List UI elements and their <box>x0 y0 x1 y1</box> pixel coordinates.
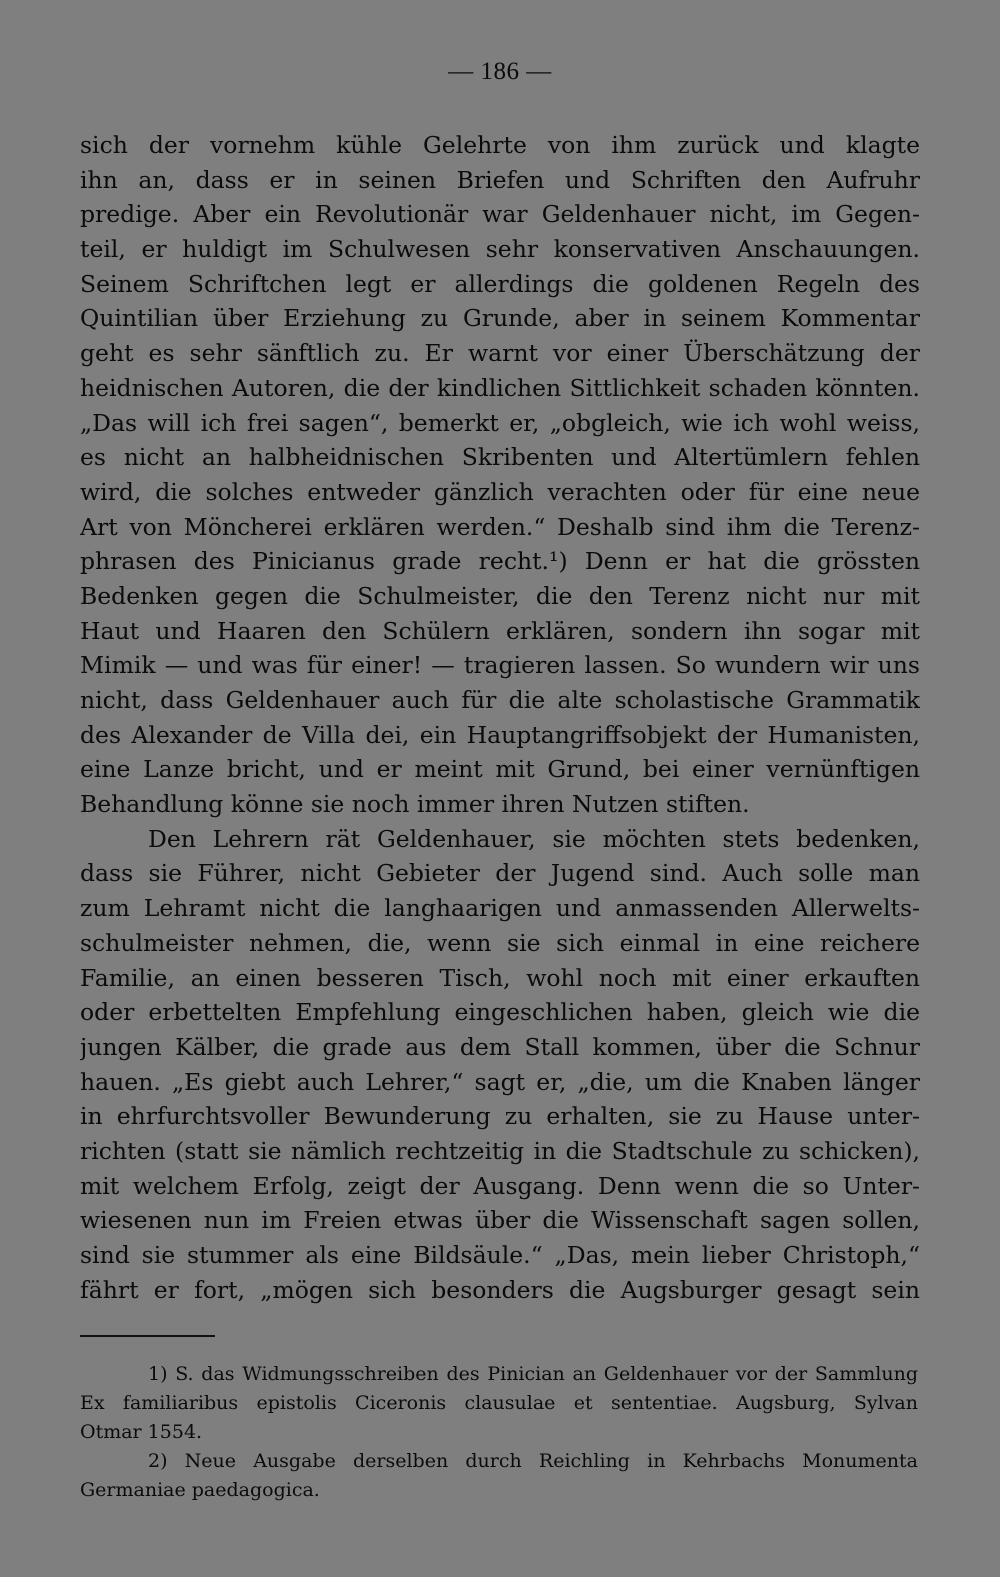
text-line: Bedenken gegen die Schulmeister, die den Terenz nicht nur mit <box>80 581 920 610</box>
text-line: eine Lanze bricht, und er meint mit Grund, bei einer vernünftigen <box>80 755 920 784</box>
text-line: phrasen des Pinicianus grade recht.¹) Denn er hat die grössten <box>80 547 920 576</box>
text-line: es nicht an halbheidnischen Skribenten und Altertümlern fehlen <box>80 443 920 472</box>
text-line: des Alexander de Villa dei, ein Hauptangriffsobjekt der Humanisten, <box>80 720 920 749</box>
footnote-line: 2) Neue Ausgabe derselben durch Reichling in Kehrbachs Monumenta <box>148 1450 918 1472</box>
text-line: schulmeister nehmen, die, wenn sie sich einmal in eine reichere <box>80 928 920 957</box>
text-line: hauen. „Es giebt auch Lehrer,“ sagt er, „die, um die Knaben länger <box>80 1067 920 1096</box>
text-line: Behandlung könne sie noch immer ihren Nutzen stiften. <box>80 790 750 819</box>
text-line: Art von Möncherei erklären werden.“ Deshalb sind ihm die Terenz- <box>80 512 920 541</box>
text-line: heidnischen Autoren, die der kindlichen Sittlichkeit schaden könnten. <box>80 373 920 402</box>
text-line: predige. Aber ein Revolutionär war Geldenhauer nicht, im Gegen- <box>80 200 920 229</box>
body-text <box>80 128 920 1307</box>
page-number: — 186 — <box>448 58 552 85</box>
text-line: Seinem Schriftchen legt er allerdings die goldenen Regeln des <box>80 269 920 298</box>
text-line: ihn an, dass er in seinen Briefen und Schriften den Aufruhr <box>80 165 920 194</box>
text-line: sind sie stummer als eine Bildsäule.“ „Das, mein lieber Christoph,“ <box>80 1241 920 1269</box>
text-line: wird, die solches entweder gänzlich verachten oder für eine neue <box>80 477 920 506</box>
text-line: oder erbettelten Empfehlung eingeschlichen haben, gleich wie die <box>80 998 920 1027</box>
text-line: Familie, an einen besseren Tisch, wohl noch mit einer erkauften <box>80 963 920 992</box>
text-line: geht es sehr sänftlich zu. Er warnt vor einer Überschätzung der <box>80 339 920 368</box>
text-line: wiesenen nun im Freien etwas über die Wissenschaft sagen sollen, <box>80 1206 920 1235</box>
text-line: teil, er huldigt im Schulwesen sehr konservativen Anschauungen. <box>80 235 920 264</box>
text-line: zum Lehramt nicht die langhaarigen und anmassenden Allerwelts- <box>80 894 920 923</box>
text-line: mit welchem Erfolg, zeigt der Ausgang. Denn wenn die so Unter- <box>80 1171 920 1200</box>
footnotes <box>80 1360 918 1505</box>
footnote-line: Germaniae paedagogica. <box>80 1479 320 1501</box>
text-line: „Das will ich frei sagen“, bemerkt er, „obgleich, wie ich wohl weiss, <box>80 408 920 437</box>
text-line: Quintilian über Erziehung zu Grunde, aber in seinem Kommentar <box>80 304 920 333</box>
text-line: Den Lehrern rät Geldenhauer, sie möchten stets bedenken, <box>148 824 920 853</box>
text-line: fährt er fort, „mögen sich besonders die Augsburger gesagt sein <box>80 1275 920 1304</box>
text-line: in ehrfurchtsvoller Bewunderung zu erhalten, sie zu Hause unter- <box>80 1102 920 1131</box>
text-line: richten (statt sie nämlich rechtzeitig in die Stadtschule zu schicken), <box>80 1136 920 1165</box>
text-line: Mimik — und was für einer! — tragieren lassen. So wundern wir uns <box>80 651 920 680</box>
footnote-line: Otmar 1554. <box>80 1421 203 1443</box>
footnote-line: Ex familiaribus epistolis Ciceronis clausulae et sententiae. Augsburg, Sylvan <box>80 1392 918 1414</box>
text-line: nicht, dass Geldenhauer auch für die alte scholastische Grammatik <box>80 686 920 714</box>
text-line: sich der vornehm kühle Gelehrte von ihm zurück und klagte <box>80 131 920 159</box>
footnote-line: 1) S. das Widmungsschreiben des Pinician an Geldenhauer vor der Sammlung <box>148 1363 918 1385</box>
text-line: dass sie Führer, nicht Gebieter der Jugend sind. Auch solle man <box>80 859 920 888</box>
text-line: Haut und Haaren den Schülern erklären, sondern ihn sogar mit <box>80 616 920 645</box>
footnote-divider <box>80 1335 215 1337</box>
text-line: jungen Kälber, die grade aus dem Stall kommen, über die Schnur <box>80 1032 920 1061</box>
